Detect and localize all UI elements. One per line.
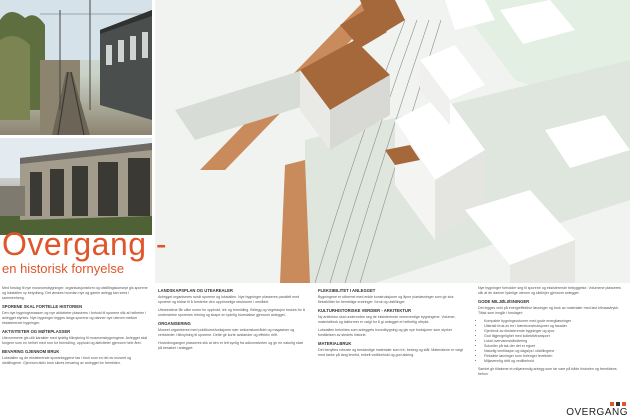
photo-railway-tracks xyxy=(0,0,152,135)
body-paragraph: Museet organiseres med publikumsfunksjoner nær ankomstområdet og magasiner og verksteder i tilknytning til sporene. Dette gir korte avstander og effektiv drift. xyxy=(158,328,295,337)
body-paragraph: Nye bygninger forholder seg til sporene og eksisterende bebyggelse. Volumene plasseres slik at de danner tydelige uterom og siktlinjer gjennom anlegget. xyxy=(478,286,621,295)
footer-dot xyxy=(622,402,626,406)
bullet-item: • Gjenbruk av eksisterende bygninger og spor xyxy=(484,329,626,334)
section-heading: SPORENE SKAL FORTELLE HISTORIEN xyxy=(2,304,83,309)
site-rendering xyxy=(155,0,630,283)
bullet-item: • Solceller på tak der det er egnet xyxy=(484,344,626,349)
bullet-item: • Lokal overvannshåndtering xyxy=(484,339,626,344)
body-paragraph: Utearealene får ulike soner for opphold, lek og formidling. Belegg og vegetasjon brukes for å understreke sporenes retning og skape en tydelig hovedakse gjennom anlegget. xyxy=(158,308,305,317)
footer-logo: OVERGANG xyxy=(566,407,628,418)
bullet-item: • Naturlig ventilasjon og dagslys i utstillingene xyxy=(484,349,626,354)
shed-photo-drawing xyxy=(0,138,152,235)
body-paragraph: Den nye bygningsmassen og nye aktiviteter plasseres i forhold til sporene slik at helheten i anlegget styrkes. Nye bygninger legges langs sporene og danner nye uterom mellom eksisterende bygninger. xyxy=(2,311,147,325)
body-paragraph: Lokstallen beholdes som anleggets hovedbygning og gis nye funksjoner som styrker forståelsen av stedets historie. xyxy=(318,328,453,337)
text-column-3 xyxy=(318,286,466,361)
bullet-item: • Fleksible løsninger som forlenger levetiden xyxy=(484,354,626,359)
footer-dot xyxy=(610,402,614,406)
bullet-item: • Miljøvennlig drift og vedlikehold xyxy=(484,359,626,364)
footer-dots xyxy=(610,402,626,406)
railway-photo-drawing xyxy=(0,0,152,135)
bullet-item: • Utstrakt bruk av tre i bærekonstruksjoner og fasader xyxy=(484,324,626,329)
text-column-4 xyxy=(478,286,626,380)
body-paragraph: Det benyttes robuste og bestandige materialer som tre, betong og stål. Materialene er valgt med tanke på lang levetid, enkelt vedlikehold og god aldring. xyxy=(318,348,463,357)
section-heading: AKTIVITETER OG MØTEPLASSER xyxy=(2,329,71,334)
body-paragraph: Det legges vekt på energieffektive løsninger og bruk av materialer med lavt klimaavtrykk. Tiltak som inngår i forslaget: xyxy=(478,306,619,315)
body-paragraph: Hovedinngangen plasseres slik at den er lett synlig fra adkomstveien og gir en naturlig start på besøket i anlegget. xyxy=(158,341,304,350)
page-subtitle: en historisk fornyelse xyxy=(2,261,125,276)
section-heading: KULTURHISTORISKE VERDIER - ARKITEKTUR xyxy=(318,308,411,313)
body-paragraph: Lokstallen og de eksisterende sporanleggene tas i bruk som en del av museet og utstillingene. Gjennom aktiv bruk sikres bevaring av anlegget for fremtiden. xyxy=(2,356,132,365)
body-paragraph: Med forslag til nye museumsbygninger, organisasjonsform og utstillingskonsept gis sporene og lokstallen ny betydning. Det ønskes hvordan nye og gamle anlegg kan sees i sammenheng. xyxy=(2,286,148,300)
page-title: Overgang - xyxy=(2,226,168,262)
section-heading: ORGANISERING xyxy=(158,321,191,326)
body-paragraph: Uterommene gis ulik karakter med tydelig tilknytning til museumsbygningene. Anlegget skal fungere som en helhet med rom for formidling, opphold og aktiviteter gjennom hele året. xyxy=(2,336,148,345)
section-heading: MATERIALBRUK xyxy=(318,341,352,346)
bullet-list xyxy=(478,319,626,364)
section-heading: FLEKSIBILITET I ANLEGGET xyxy=(318,288,376,293)
body-paragraph: Bygningene er utformet med enkle konstruksjoner og åpne planløsninger som gir stor fleksibilitet for fremtidige endringer i bruk og utstillinger. xyxy=(318,295,454,304)
text-column-2 xyxy=(158,286,306,354)
body-paragraph: Anlegget organiseres rundt sporene og lokstallen. Nye bygninger plasseres parallelt med sporene og bidrar til å forsterke den opprinnelige strukturen i området. xyxy=(158,295,300,304)
body-paragraph: Samlet gir tiltakene et miljøvennlig anlegg som tar vare på både historien og fremtidens behov. xyxy=(478,367,617,376)
footer-dot xyxy=(616,402,620,406)
text-column-1 xyxy=(2,286,150,369)
section-heading: BEVARING GJENNOM BRUK xyxy=(2,349,60,354)
bullet-item: • God tilgjengelighet med kollektivtransport xyxy=(484,334,626,339)
section-heading: GODE MILJØLØSNINGER xyxy=(478,299,530,304)
bullet-item: • Kompakte bygningsvolumer med gode energiløsninger xyxy=(484,319,626,324)
site-rendering-drawing xyxy=(155,0,630,283)
section-heading: LANDSKAPSPLAN OG UTEAREALER xyxy=(158,288,233,293)
body-paragraph: Ny arkitektur skal underordne seg de eksisterende verneverdige bygningene. Volumer, materialbruk og takformer er valgt for å gi anlegget et helhetlig uttrykk. xyxy=(318,315,456,324)
photo-locomotive-shed xyxy=(0,138,152,235)
